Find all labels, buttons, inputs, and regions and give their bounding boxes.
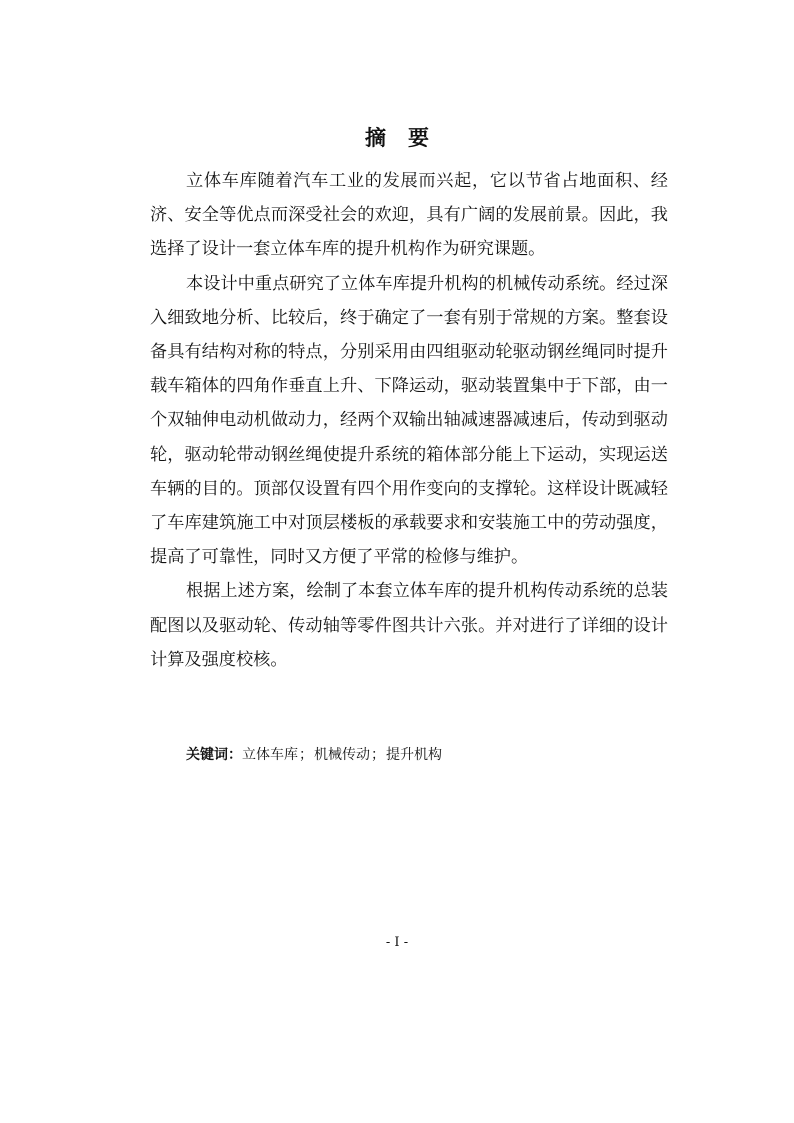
keyword-item: 提升机构: [386, 747, 442, 763]
keywords-line: [186, 743, 442, 767]
keyword-separator: ；: [299, 747, 313, 763]
page-number: - I -: [385, 935, 409, 950]
abstract-paragraph-1: 立体车库随着汽车工业的发展而兴起，它以节省占地面积、经济、安全等优点而深受社会的欢迎，具有广阔的发展前景。因此，我选择了设计一套立体车库的提升机构作为研究课题。: [150, 171, 668, 260]
abstract-paragraph-3: 根据上述方案，绘制了本套立体车库的提升机构传动系统的总装配图以及驱动轮、传动轴等零件图共计六张。并对进行了详细的设计计算及强度校核。: [150, 581, 668, 670]
page-title: 摘要: [365, 125, 451, 150]
abstract-body: [150, 164, 668, 677]
keywords-label: 关键词：: [186, 747, 242, 763]
abstract-paragraph-2: 本设计中重点研究了立体车库提升机构的机械传动系统。经过深入细致地分析、比较后，终于确定了一套有别于常规的方案。整套设备具有结构对称的特点，分别采用由四组驱动轮驱动钢丝绳同时提升载车箱体的四角作垂直上升、下降运动，驱动装置集中于下部，由一个双轴伸电动机做动力，经两个双输出轴减速器减速后，传动到驱动轮，驱动轮带动钢丝绳使提升系统的箱体部分能上下运动，实现运送车辆的目的。顶部仅设置有四个用作变向的支撑轮。这样设计既减轻了车库建筑施工中对顶层楼板的承载要求和安装施工中的劳动强度，提高了可靠性，同时又方便了平常的检修与维护。: [150, 273, 668, 568]
keyword-separator: ；: [371, 747, 385, 763]
keyword-item: 立体车库: [242, 747, 298, 763]
keyword-item: 机械传动: [314, 747, 370, 763]
